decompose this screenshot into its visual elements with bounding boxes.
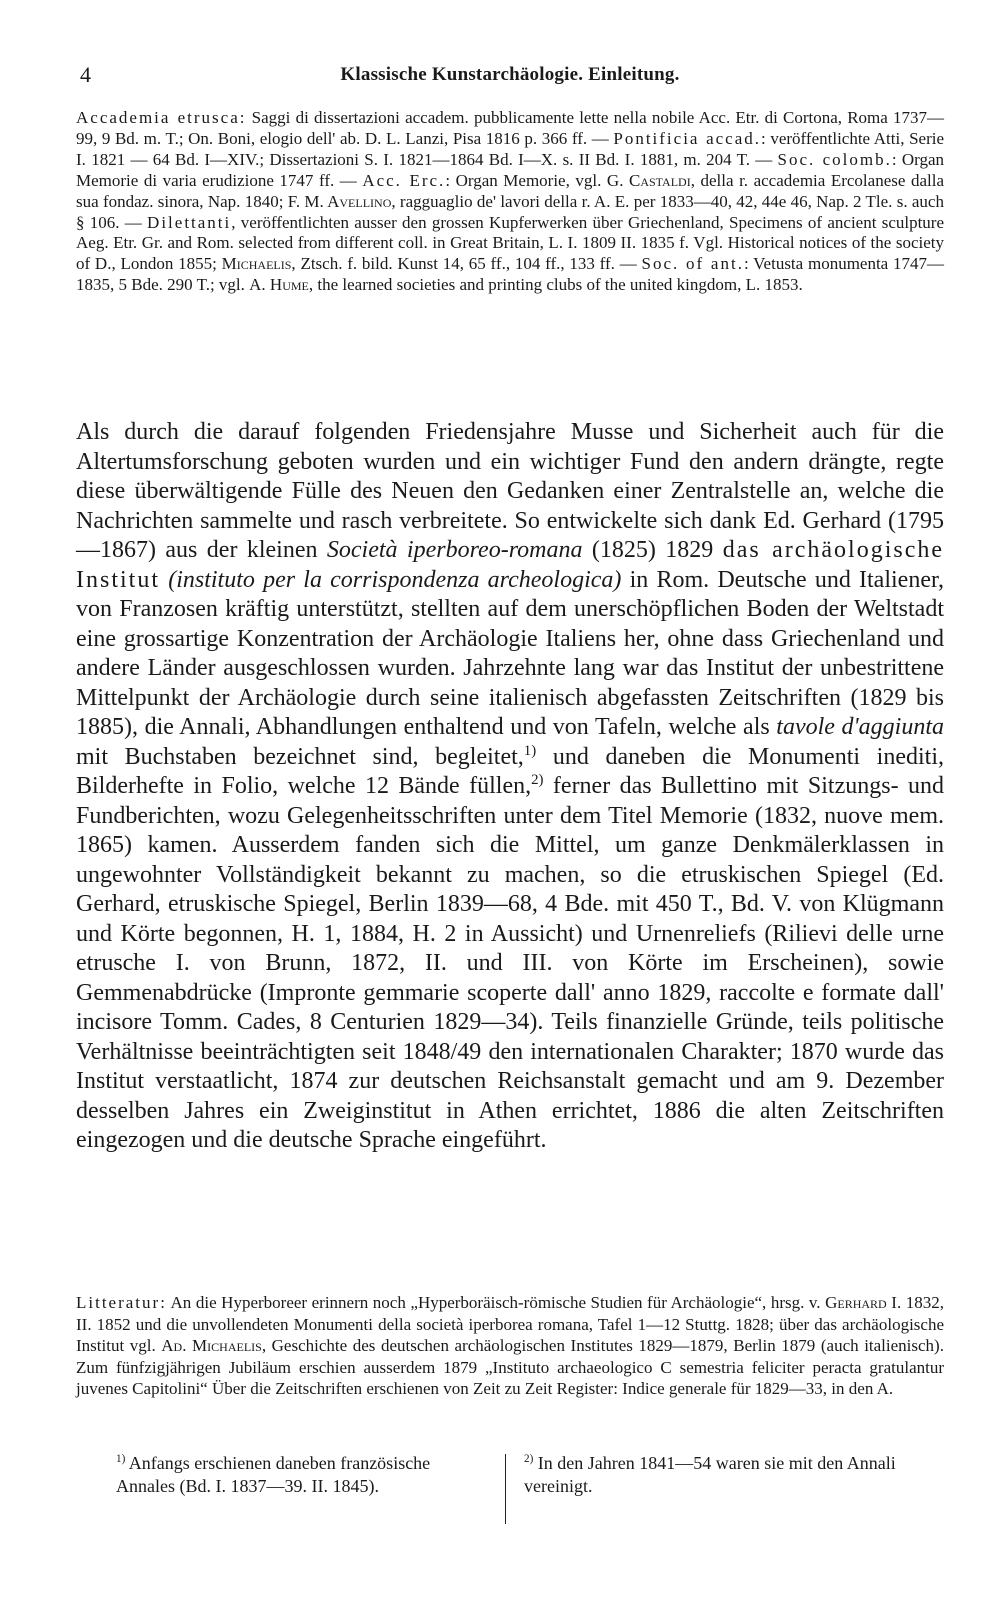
footnotes — [116, 1452, 946, 1532]
notes-text: , della r. accademia Ercolanese dalla sua fondaz. sinora, Nap. 1840; — [76, 170, 944, 211]
body-text: mit Buchstaben bezeichnet sind, begleitet, — [76, 743, 524, 770]
term-pontificia: Pontificia accad. — [613, 128, 762, 148]
page-number: 4 — [80, 62, 91, 87]
notes-text: , the learned societies and printing clubs of the united kingdom, L. 1853. — [308, 275, 803, 295]
notes-text: , Ztsch. f. bild. Kunst 14, 65 ff., 104 ff., 133 ff. — — [291, 254, 642, 274]
term-tavole: tavole d'aggiunta — [776, 714, 944, 740]
body-text: in Rom. Deutsche und Italiener, von Franzosen kräftig unterstützt, stellten auf dem unerschöpflichen Boden der Weltstadt eine grossartige Konzentration der Archäologie Italiens her, ohne dass Griechenland und andere Länder ausgeschlossen wurden. Jahrzehnte lang war das Institut der unbestrittene Mittelpunkt der Archäologie durch seine italienisch abgefassten Zeitschriften (1829 bis 1885), die Annali, Abhandlungen enthaltend und von Tafeln, welche als — [76, 566, 945, 740]
footnote-divider — [505, 1454, 506, 1524]
term-institut: das archäologische Institut — [76, 537, 945, 593]
notes-text: : Organ Memorie di varia erudizione 1747 ff. — — [76, 149, 945, 190]
notes-text: : Vetusta monumenta 1747—1835, 5 Bde. 290 T.; vgl. — [76, 254, 945, 295]
literature-text: An die Hyperboreer erinnern noch „Hyperboräisch-römische Studien für Archäologie“, hrsg. v. — [166, 1293, 826, 1312]
notes-text: : veröffentlichte Atti, Serie I. 1821 — 64 Bd. I—XIV.; Dissertazioni S. I. 1821—1864 Bd. I—X. s. II Bd. I. 1881, m. 204 T. — — [76, 128, 945, 169]
body-text: (1825) 1829 — [582, 537, 723, 563]
page-header — [80, 62, 940, 92]
term-acc-erc: Acc. Erc. — [362, 170, 446, 190]
footnote-ref-2: 2) — [531, 772, 544, 788]
institution-notes — [76, 108, 944, 296]
author-michaelis: Michaelis — [221, 254, 292, 274]
literature-text: , Geschichte des deutschen archäologischen Institutes 1829—1879, Berlin 1879 (auch italienisch). Zum fünfzigjährigen Jubiläum erschien ausserdem 1879 „Instituto archaeologico C semestria feliciter peracta gratulantur juvenes Capitolini“ Über die Zeitschriften erschienen von Zeit zu Zeit Register: Indice generale für 1829—33, in den A. — [76, 1336, 944, 1399]
notes-text: , ragguaglio de' lavori della r. A. E. per 1833—40, 42, 44e 46, Nap. 2 Tle. s. auch § 106. — — [76, 191, 944, 232]
author-hume: A. Hume — [249, 275, 309, 295]
footnote-1 — [116, 1452, 484, 1498]
body-text — [160, 567, 168, 593]
author-gerhard: Gerhard — [825, 1293, 887, 1312]
author-avellino: F. M. Avellino — [287, 191, 392, 211]
running-head: Klassische Kunstarchäologie. Einleitung. — [340, 64, 680, 85]
notes-text: , veröffentlichten ausser den grossen Kupferwerken über Griechenland, Specimens of ancient sculpture Aeg. Etr. Gr. and Rom. selected from different coll. in Great Britain, L. I. 1809 II. 1835 f. Vgl. Historical notices of the society of D., London 1855; — [76, 212, 945, 274]
term-accademia-etrusca: Accademia etrusca: — [76, 108, 247, 127]
footnote-2-text: In den Jahren 1841—54 waren sie mit den Annali vereinigt. — [524, 1453, 896, 1496]
footnote-2-mark: 2) — [524, 1453, 534, 1465]
term-soc-colomb: Soc. colomb. — [777, 149, 892, 169]
footnote-1-mark: 1) — [116, 1453, 126, 1465]
term-dilettanti: Dilettanti — [147, 212, 232, 232]
notes-paragraph — [76, 108, 944, 296]
author-michaelis-2: Ad. Michaelis — [161, 1336, 262, 1356]
notes-text: Saggi di dissertazioni accadem. pubblicamente lette nella nobile Acc. Etr. di Cortona, Roma 1737—99, 9 Bd. m. T.; On. Boni, elogio dell' ab. D. L. Lanzi, Pisa 1816 p. 366 ff. — — [76, 108, 945, 148]
footnote-2 — [524, 1452, 944, 1498]
main-text — [76, 418, 944, 1156]
literature-text: I. 1832, II. 1852 und die unvollendeten Monumenti della società iperborea romana, Tafel 1—12 Stuttg. 1828; über das archäologische Institut vgl. — [76, 1293, 944, 1356]
body-paragraph — [76, 418, 944, 1156]
notes-text: : Organ Memorie, vgl. — [445, 170, 607, 190]
body-text: und daneben die Monumenti inediti, Bilderhefte in Folio, welche 12 Bände füllen, — [76, 743, 944, 799]
literature-note — [76, 1292, 944, 1400]
footnote-ref-1: 1) — [523, 742, 537, 759]
footnote-1-text: Anfangs erschienen daneben französische Annales (Bd. I. 1837—39. II. 1845). — [116, 1453, 431, 1496]
literature-paragraph — [76, 1292, 944, 1400]
term-instituto: (instituto per la corrispondenza archeologica) — [168, 566, 622, 593]
author-castaldi: G. Castaldi — [606, 170, 691, 190]
term-societa: Società iperboreo-romana — [326, 537, 583, 563]
body-text: ferner das Bullettino mit Sitzungs- und Fundberichten, wozu Gelegenheitsschriften unter dem Titel Memorie (1832, nuove mem. 1865) kamen. Ausserdem fanden sich die Mittel, um ganze Denkmälerklassen in ungewohnter Vollständigkeit bekannt zu machen, so die etruskischen Spiegel (Ed. Gerhard, etruskische Spiegel, Berlin 1839—68, 4 Bde. mit 450 T., Bd. V. von Klügmann und Körte begonnen, H. 1, 1884, H. 2 in Aussicht) und Urnenreliefs (Rilievi delle urne etrusche I. von Brunn, 1872, II. und III. von Körte im Erscheinen), sowie Gemmenabdrücke (Impronte gemmarie scoperte dall' anno 1829, raccolte e formate dall' incisore Tomm. Cades, 8 Centurien 1829—34). Teils finanzielle Gründe, teils politische Verhältnisse beeinträchtigten seit 1848/49 den internationalen Charakter; 1870 wurde das Institut verstaatlicht, 1874 zur deutschen Reichsanstalt gemacht und am 9. Dezember desselben Jahres ein Zweiginstitut in Athen errichtet, 1886 die alten Zeitschriften eingezogen und die deutsche Sprache eingeführt. — [76, 773, 944, 1153]
term-soc-of-ant: Soc. of ant. — [641, 254, 744, 274]
body-text: Als durch die darauf folgenden Friedensjahre Musse und Sicherheit auch für die Altertumsforschung geboten wurden und ein wichtiger Fund den andern drängte, regte diese überwältigende Fülle des Neuen den Gedanken einer Zentralstelle an, welche die Nachrichten sammelte und rasch verbreitete. So entwickelte sich dank Ed. Gerhard (1795—1867) aus der kleinen — [76, 419, 944, 563]
term-litteratur: Litteratur: — [76, 1293, 167, 1312]
